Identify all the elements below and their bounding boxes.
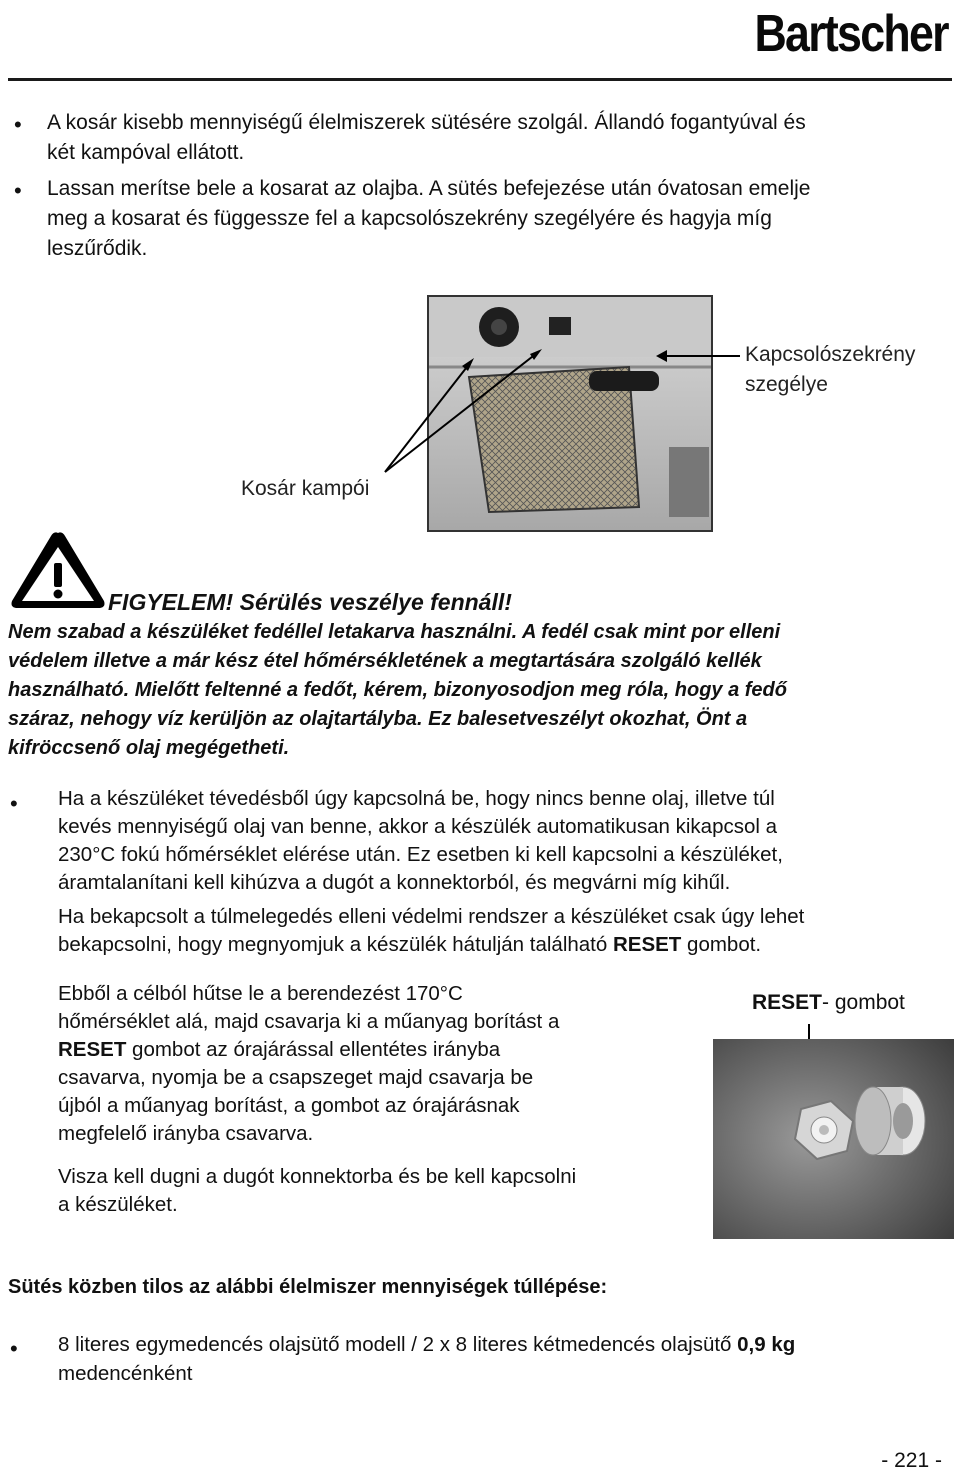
overheat-paragraph: Ha a készüléket tévedésből úgy kapcsolná be, hogy nincs benne olaj, illetve túl kevés mennyiségű olaj van benne, akkor a készülék automatikusan kikapcsol a 230°C fokú hőmérséklet elérése után. Ez esetben ki kell kapcsolni a készüléket, áramtalanítani kell kihúzva a dugót a konnektorból, és megvárni míg kihűl. xyxy=(58,787,783,894)
reconnect-paragraph: Visza kell dugni a dugót konnektorba és be kell kapcsolni a készüléket. xyxy=(58,1165,577,1216)
reset-protection-paragraph: Ha bekapcsolt a túlmelegedés elleni védelmi rendszer a készüléket csak úgy lehet bekapcsolni, hogy megnyomjuk a készülék hátulján található RESET gombot. xyxy=(58,905,805,956)
warning-body: Nem szabad a készüléket fedéllel letakarva használni. A fedél csak mint por elleni védelem illetve a már kész étel hőmérsékletének a megtartására szolgáló kellék használható. Mielőtt feltenné a fedőt, kérem, bizonyosodjon meg róla, hogy a fedő száraz, nehogy víz kerüljön az olajtartályba. Ez balesetveszélyt okozhat, Önt a kifröccsenő olaj megégetheti. xyxy=(8,621,787,759)
reset-instructions: Ebből a célból hűtse le a berendezést 170°C hőmérséklet alá, majd csavarja ki a műanyag borítást a RESET gombot az órajárással ellentétes irányba csavarva, nyomja be a csapszeget majd csavarja be újból a műanyag borítást, a gombot az órajárásnak megfelelő irányba csavarva. xyxy=(58,982,560,1145)
reset-button-label: RESET- gombot xyxy=(752,991,905,1014)
callout-rim: Kapcsolószekrény szegélye xyxy=(745,343,916,396)
bullet-icon: • xyxy=(10,791,18,816)
bullet-text-basket: A kosár kisebb mennyiségű élelmiszerek sütésére szolgál. Állandó fogantyúval és két kampóval ellátott. xyxy=(47,111,806,164)
brand-logo: Bartscher xyxy=(754,5,948,63)
bullet-icon: • xyxy=(10,1336,18,1361)
bullet-icon: • xyxy=(14,178,22,203)
limits-heading: Sütés közben tilos az alábbi élelmiszer mennyiségek túllépése: xyxy=(8,1276,608,1298)
limits-item: 8 literes egymedencés olajsütő modell / 2 x 8 literes kétmedencés olajsütő 0,9 kg medencénként xyxy=(58,1333,796,1385)
page-number: - 221 - xyxy=(881,1449,942,1472)
bullet-text-lower-basket: Lassan merítse bele a kosarat az olajba. A sütés befejezése után óvatosan emelje meg a kosarat és függessze fel a kapcsolószekrény szegélyére és hagyja míg leszűrődik. xyxy=(47,177,811,260)
warning-icon xyxy=(6,527,110,613)
reset-button-photo xyxy=(713,1039,954,1239)
bullet-icon: • xyxy=(14,112,22,137)
warning-title: FIGYELEM! Sérülés veszélye fennáll! xyxy=(108,589,512,615)
callout-hooks: Kosár kampói xyxy=(241,477,370,500)
